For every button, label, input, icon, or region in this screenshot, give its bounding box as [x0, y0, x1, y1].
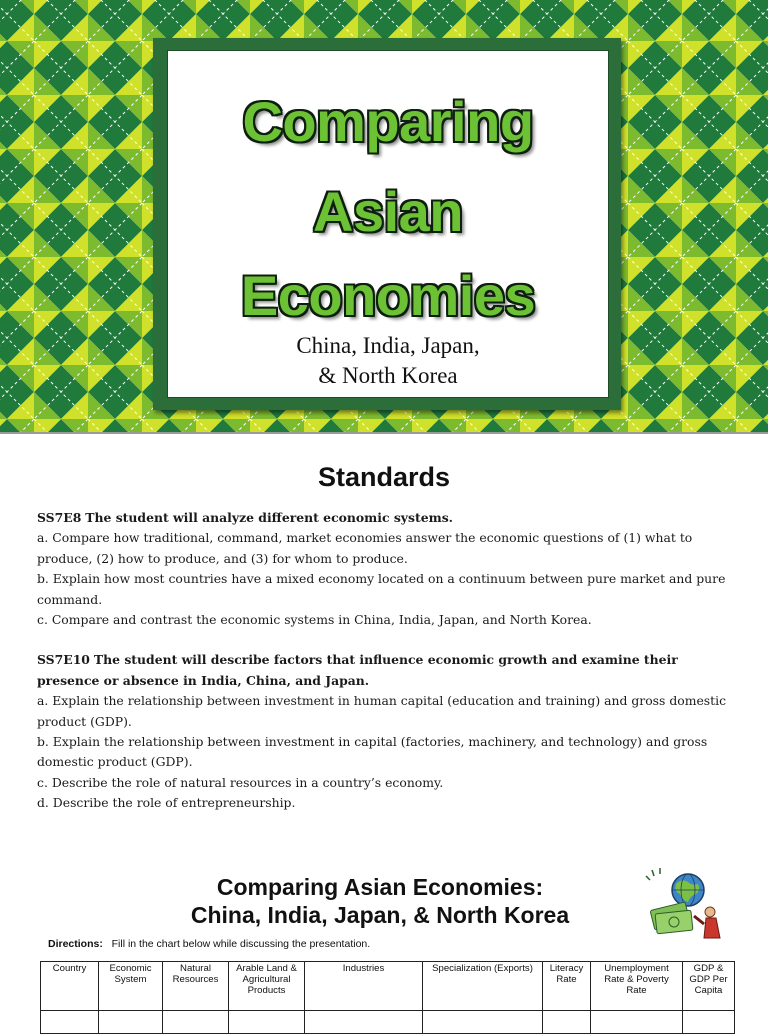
standard-item: b. Explain the relationship between investment in capital (factories, machinery, and technology) and gross domestic product (GDP).	[37, 734, 708, 770]
standard-item: a. Compare how traditional, command, market economies answer the economic questions of (1) what to produce, (2) how to produce, and (3) for whom to produce.	[37, 530, 693, 566]
directions-instructions: Fill in the chart below while discussing the presentation.	[111, 938, 371, 950]
cover-slide	[0, 0, 768, 432]
standard-code: SS7E10	[37, 652, 90, 668]
page-divider	[0, 432, 768, 434]
table-cell[interactable]	[305, 1011, 423, 1034]
standard-statement	[37, 508, 737, 528]
standards-heading: Standards	[317, 462, 451, 492]
table-cell[interactable]	[423, 1011, 543, 1034]
table-cell[interactable]	[229, 1011, 305, 1034]
standard-item: d. Describe the role of entrepreneurship.	[37, 795, 296, 811]
column-header: Country	[41, 962, 99, 1011]
column-header: Industries	[305, 962, 423, 1011]
standard-item: c. Compare and contrast the economic systems in China, India, Japan, and North Korea.	[37, 612, 592, 628]
cover-title-line-1: Comparing	[242, 90, 534, 153]
standard-item: b. Explain how most countries have a mixed economy located on a continuum between pure market and pure command.	[37, 571, 726, 607]
table-header-row	[41, 962, 735, 1011]
table-cell[interactable]	[163, 1011, 229, 1034]
cover-subtitle-line-1: China, India, Japan,	[296, 333, 480, 358]
worksheet-title-line-2: China, India, Japan, & North Korea	[190, 902, 570, 928]
column-header: Specialization (Exports)	[423, 962, 543, 1011]
standards-body	[37, 508, 737, 814]
spacer	[37, 630, 737, 650]
table-cell[interactable]	[591, 1011, 683, 1034]
standard-text: The student will describe factors that influence economic growth and examine their presence or absence in India, China, and Japan.	[37, 652, 678, 688]
column-header: GDP & GDP Per Capita	[683, 962, 735, 1011]
worksheet-title-line-1: Comparing Asian Economies:	[216, 874, 544, 900]
table-cell[interactable]	[99, 1011, 163, 1034]
directions-text	[48, 938, 370, 950]
table-cell[interactable]	[543, 1011, 591, 1034]
column-header: Literacy Rate	[543, 962, 591, 1011]
cover-subtitle-line-2: & North Korea	[318, 363, 458, 388]
column-header: Unemployment Rate & Poverty Rate	[591, 962, 683, 1011]
table-cell[interactable]	[41, 1011, 99, 1034]
cover-title-line-2: Asian	[313, 180, 463, 243]
standard-code: SS7E8	[37, 510, 82, 525]
worksheet-table	[40, 961, 735, 1034]
title-card	[167, 50, 609, 398]
title-frame	[153, 38, 621, 410]
standard-text: The student will analyze different economic systems.	[85, 510, 453, 525]
column-header: Arable Land & Agricultural Products	[229, 962, 305, 1011]
column-header: Natural Resources	[163, 962, 229, 1011]
cover-title-line-3: Economies	[240, 264, 536, 327]
globe-money-icon	[640, 866, 732, 942]
table-cell[interactable]	[683, 1011, 735, 1034]
standard-statement	[37, 650, 737, 691]
column-header: Economic System	[99, 962, 163, 1011]
standard-item: a. Explain the relationship between investment in human capital (education and training) and gross domestic product (GDP).	[37, 693, 727, 729]
standard-item: c. Describe the role of natural resources in a country’s economy.	[37, 774, 444, 790]
table-row	[41, 1011, 735, 1034]
directions-label: Directions:	[48, 938, 103, 950]
